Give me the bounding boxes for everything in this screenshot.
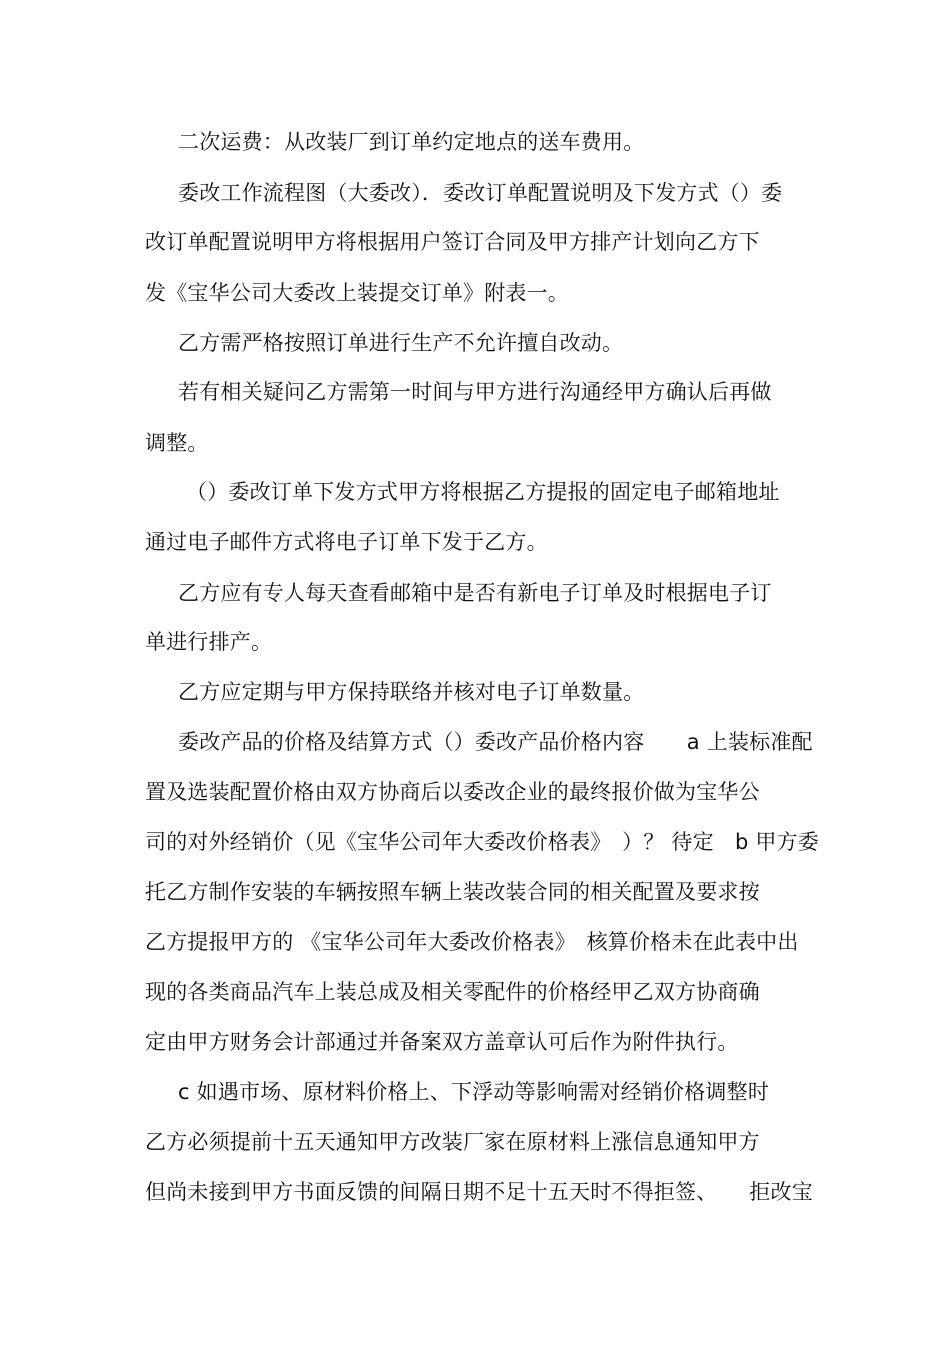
- text-line-12: 乙方应定期与甲方保持联络并核对电子订单数量。: [178, 680, 645, 704]
- text-line-9: 通过电子邮件方式将电子订单下发于乙方。: [145, 530, 548, 554]
- text-line-21: 乙方必须提前十五天通知甲方改装厂家在原材料上涨信息通知甲方: [145, 1130, 760, 1154]
- text-line-14: 置及选装配置价格由双方协商后以委改企业的最终报价做为宝华公: [145, 780, 760, 804]
- text-line-6: 若有相关疑问乙方需第一时间与甲方进行沟通经甲方确认后再做: [178, 380, 772, 404]
- text-line-4: 发《宝华公司大委改上装提交订单》附表一。: [145, 281, 569, 305]
- text-line-3: 改订单配置说明甲方将根据用户签订合同及甲方排产计划向乙方下: [145, 230, 760, 254]
- text-line-8: （）委改订单下发方式甲方将根据乙方提报的固定电子邮箱地址: [186, 480, 780, 504]
- text-line-18: 现的各类商品汽车上装总成及相关零配件的价格经甲乙双方协商确: [145, 980, 760, 1004]
- text-line-11: 单进行排产。: [145, 630, 273, 654]
- text-line-17: 乙方提报甲方的 《宝华公司年大委改价格表》 核算价格未在此表中出: [145, 930, 799, 954]
- text-line-13: 委改产品的价格及结算方式（）委改产品价格内容 a 上装标准配: [178, 730, 813, 754]
- text-line-2: 委改工作流程图（大委改）．委改订单配置说明及下发方式（）委: [178, 181, 783, 205]
- text-line-22: 但尚未接到甲方书面反馈的间隔日期不足十五天时不得拒签、 拒改宝: [145, 1180, 813, 1204]
- text-line-5: 乙方需严格按照订单进行生产不允许擅自改动。: [178, 331, 624, 355]
- text-line-1: 二次运费：从改装厂到订单约定地点的送车费用。: [178, 130, 645, 154]
- text-line-16: 托乙方制作安装的车辆按照车辆上装改装合同的相关配置及要求按: [145, 880, 760, 904]
- text-line-10: 乙方应有专人每天查看邮箱中是否有新电子订单及时根据电子订: [178, 581, 772, 605]
- text-line-7: 调整。: [145, 431, 209, 455]
- text-line-20: c 如遇市场、原材料价格上、下浮动等影响需对经销价格调整时: [178, 1080, 770, 1104]
- text-line-19: 定由甲方财务会计部通过并备案双方盖章认可后作为附件执行。: [145, 1030, 739, 1054]
- text-line-15: 司的对外经销价（见《宝华公司年大委改价格表》 ）？ 待定 b 甲方委: [145, 830, 819, 854]
